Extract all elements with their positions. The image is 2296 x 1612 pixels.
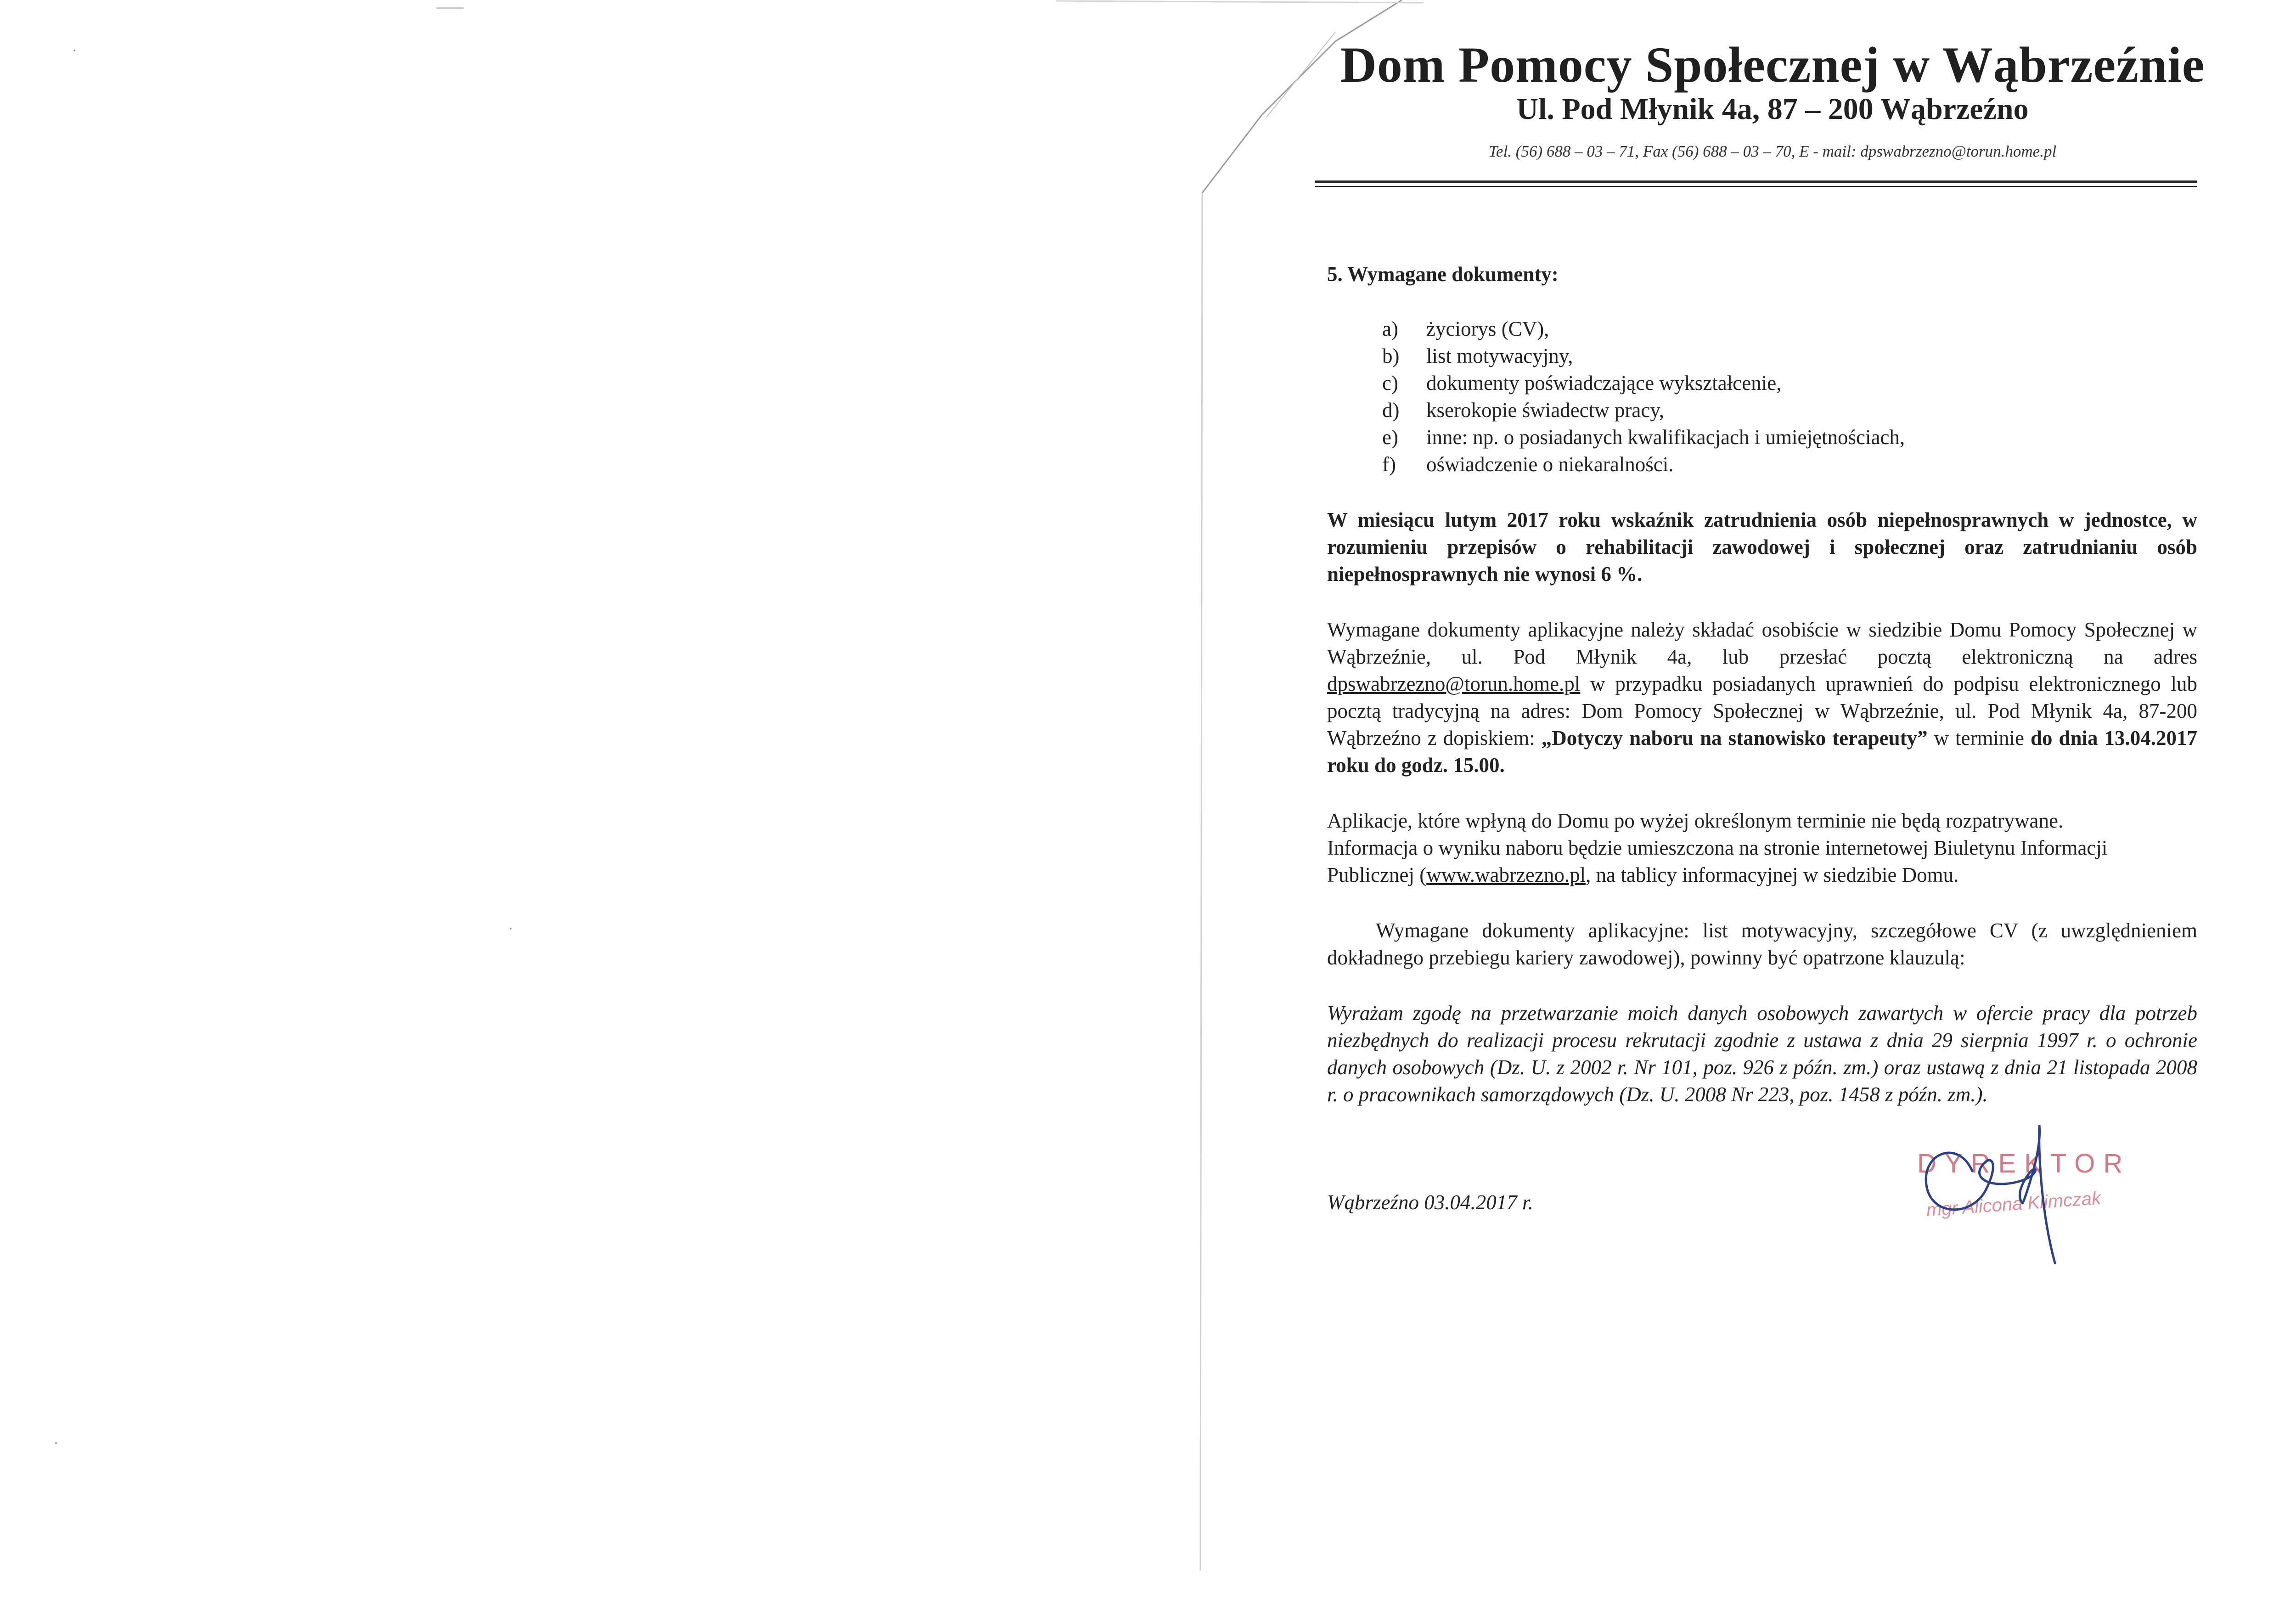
consent-clause: Wyrażam zgodę na przetwarzanie moich danych osobowych zawartych w ofercie pracy dla potrzeb niezbędnych do realizacji procesu rekrutacji zgodnie z ustawa z dnia 29 sierpnia 1997 r. o ochronie danych osobowych (Dz. U. z 2002 r. Nr 101, poz. 926 z późn. zm.) oraz ustawą z dnia 21 listopada 2008 r. o pracownikach samorządowych (Dz. U. 2008 Nr 223, poz. 1458 z późn. zm.). (1327, 1002, 2197, 1106)
clause-intro: Wymagane dokumenty aplikacyjne: list motywacyjny, szczegółowe CV (z uwzględnieniem dokładnego przebiegu kariery zawodowej), powinny być opatrzone klauzulą: (1327, 919, 2197, 969)
required-documents-list (1327, 316, 2197, 478)
letter-body (1327, 261, 2197, 1137)
submission-paragraph: Wymagane dokumenty aplikacyjne należy składać osobiście w siedzibie Domu Pomocy Społecznej w Wąbrzeźnie, ul. Pod Młynik 4a, lub przesłać pocztą elektroniczną na adres dpswabrzezno@torun.home.pl w przypadku posiadanych uprawnień do podpisu elektronicznego lub pocztą tradycyjną na adres: Dom Pomocy Społecznej w Wąbrzeźnie, ul. Pod Młynik 4a, 87-200 Wąbrzeźno z dopiskiem: „Dotyczy naboru na stanowisko terapeuty” w terminie do dnia 13.04.2017 roku do godz. 15.00. (1327, 618, 2197, 777)
scan-speck (73, 50, 75, 51)
stamp-name: mgr Alicona Klimczak (1925, 1188, 2102, 1221)
list-item: b) list motywacyjny, (1382, 344, 1573, 367)
institution-address: Ul. Pod Młynik 4a, 87 – 200 Wąbrzeźno (1516, 92, 2029, 126)
institution-name: Dom Pomocy Społecznej w Wąbrzeźnie (1340, 37, 2205, 93)
list-item: f) oświadczenie o niekaralności. (1382, 453, 1674, 476)
list-item: d) kserokopie świadectw pracy, (1382, 399, 1665, 422)
scan-speck (510, 928, 512, 930)
institution-contact: Tel. (56) 688 – 03 – 71, Fax (56) 688 – 03 – 70, E - mail: dpswabrzezno@torun.home.pl (1488, 142, 2057, 160)
scan-speck (436, 7, 464, 9)
stamp-title: DYREKTOR (1917, 1149, 2131, 1178)
list-item: c) dokumenty poświadczające wykształcenie, (1382, 372, 1782, 395)
email-link[interactable]: dpswabrzezno@torun.home.pl (1327, 672, 1581, 695)
submission-deadline: do dnia 13.04.2017 roku do godz. 15.00. (1327, 727, 2197, 777)
header-divider-thin (1315, 186, 2197, 187)
place-date: Wąbrzeźno 03.04.2017 r. (1327, 1191, 1533, 1214)
list-item: e) inne: np. o posiadanych kwalifikacjach i umiejętnościach, (1382, 426, 1905, 449)
bip-link[interactable]: www.wabrzezno.pl (1426, 863, 1586, 886)
info-paragraph: Aplikacje, które wpłyną do Domu po wyżej określonym terminie nie będą rozpatrywane. Informacja o wyniku naboru będzie umieszczona na stronie internetowej Biuletynu Informacji Publicznej (www.wabrzezno.pl, na tablicy informacyjnej w siedzibie Domu. (1327, 809, 2108, 886)
list-item: a) życiorys (CV), (1382, 317, 1549, 340)
late-applications-note: Aplikacje, które wpłyną do Domu po wyżej określonym terminie nie będą rozpatrywane. (1327, 809, 2064, 832)
submission-label: „Dotyczy naboru na stanowisko terapeuty” (1541, 727, 1928, 750)
employment-indicator-note: W miesiącu lutym 2017 roku wskaźnik zatrudnienia osób niepełnosprawnych w jednostce, w rozumieniu przepisów o rehabilitacji zawodowej i społecznej oraz zatrudnianiu osób niepełnosprawnych nie wynosi 6 %. (1327, 508, 2197, 586)
scan-speck (55, 1442, 57, 1444)
handwritten-signature (1903, 1111, 2087, 1268)
letter-page (1203, 0, 2296, 1612)
section-title: 5. Wymagane dokumenty: (1327, 263, 1559, 286)
header-divider (1315, 180, 2197, 183)
